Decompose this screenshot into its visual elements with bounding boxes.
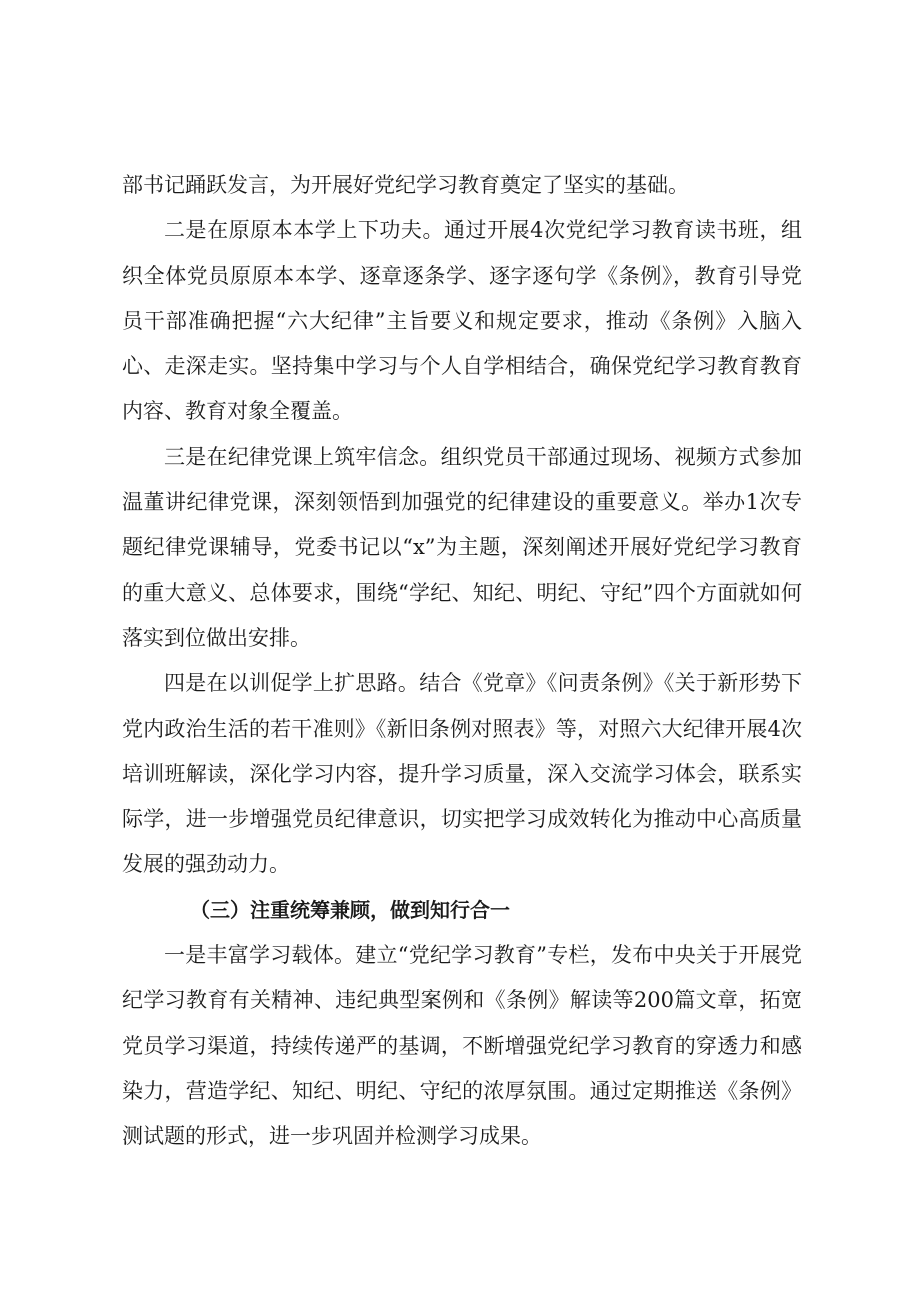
paragraph-training-promotes-study: 四是在以训促学上扩思路。结合《党章》《问责条例》《关于新形势下党内政治生活的若干准则》《新旧条例对照表》等，对照六大纪律开展4次培训班解读，深化学习内容，提升学习质量，深入交流学习体会，联系实际学，进一步增强党员纪律意识，切实把学习成效转化为推动中心高质量发展的强劲动力。 — [122, 671, 802, 877]
section-heading: （三）注重统筹兼顾，做到知行合一 — [190, 897, 510, 922]
document-body — [122, 163, 802, 1160]
paragraph-learning-carriers: 一是丰富学习载体。建立“党纪学习教育”专栏，发布中央关于开展党纪学习教育有关精神、违纪典型案例和《条例》解读等200篇文章，拓宽党员学习渠道，持续传递严的基调，不断增强党纪学习教育的穿透力和感染力，营造学纪、知纪、明纪、守纪的浓厚氛围。通过定期推送《条例》测试题的形式，进一步巩固并检测学习成果。 — [122, 943, 802, 1149]
paragraph-discipline-party-lesson: 三是在纪律党课上筑牢信念。组织党员干部通过现场、视频方式参加温董讲纪律党课，深刻领悟到加强党的纪律建设的重要意义。举办1次专题纪律党课辅导，党委书记以“x”为主题，深刻阐述开展好党纪学习教育的重大意义、总体要求，围绕“学纪、知纪、明纪、守纪”四个方面就如何落实到位做出安排。 — [122, 444, 802, 650]
paragraph-study-original-text: 二是在原原本本学上下功夫。通过开展4次党纪学习教育读书班，组织全体党员原原本本学、逐章逐条学、逐字逐句学《条例》，教育引导党员干部准确把握“六大纪律”主旨要义和规定要求，推动《条例》入脑入心、走深走实。坚持集中学习与个人自学相结合，确保党纪学习教育教育内容、教育对象全覆盖。 — [122, 218, 802, 424]
paragraph-continuation: 部书记踊跃发言，为开展好党纪学习教育奠定了坚实的基础。 — [122, 173, 689, 197]
